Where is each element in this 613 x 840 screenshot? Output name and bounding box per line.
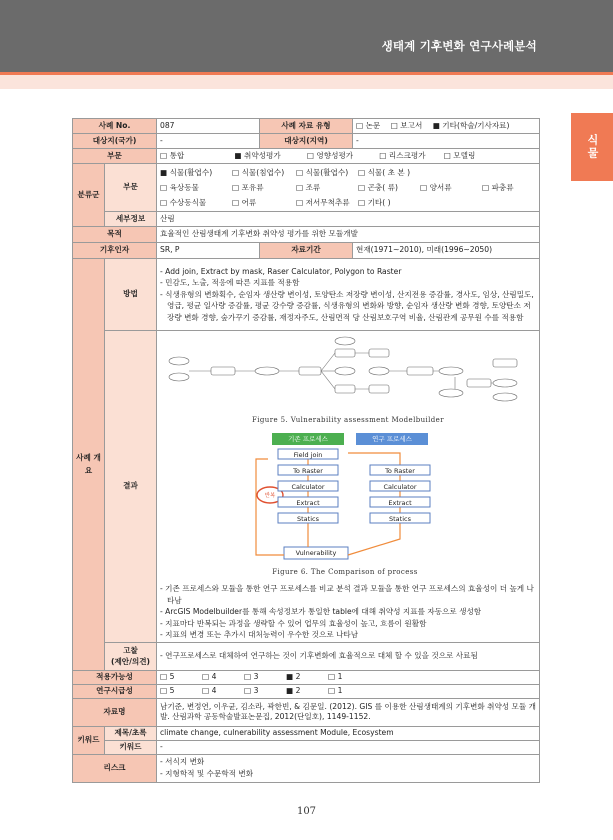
- fig6-left-step: Calculator: [291, 483, 325, 491]
- method-label: 방법: [105, 259, 157, 331]
- fig6-left-step: To Raster: [293, 467, 323, 475]
- consider-label-line: (제안/의견): [110, 657, 151, 666]
- class-option: □ 기타( ): [358, 198, 391, 207]
- country: -: [157, 134, 260, 149]
- keyword-label: 키워드: [73, 726, 105, 754]
- fig6-left-step: Extract: [296, 499, 320, 507]
- overview-label: [73, 259, 105, 671]
- result-bullet: - 기존 프로세스와 모듈을 통한 연구 프로세스를 비교 분석 결과 모듈을 통한 연구 프로세스의 효율성이 더 높게 나타남: [160, 584, 534, 605]
- process-comparison-diagram: [160, 431, 530, 581]
- consider: - 연구프로세스로 대체하여 연구하는 것이 기후변화에 효율적으로 대체 할 수 있을 것으로 사료됨: [157, 642, 540, 670]
- urgent-option: □ 1: [328, 685, 343, 695]
- fig6-right-step: Calculator: [383, 483, 417, 491]
- consider-label: [105, 642, 157, 670]
- applic-option: □ 4: [202, 671, 217, 681]
- result-bullets: [160, 583, 536, 641]
- figure-5-caption: Figure 5. Vulnerability assessment Modelbuilder: [252, 415, 444, 424]
- country-label: 대상지(국가): [73, 134, 157, 149]
- result-label: 결과: [105, 331, 157, 643]
- header-title: 생태계 기후변화 연구사례분석: [381, 39, 537, 53]
- fig6-left-header: 기존 프로세스: [288, 435, 328, 443]
- method-bullet: - Add join, Extract by mask, Raser Calculator, Polygon to Raster: [160, 266, 402, 276]
- fig6-right-step: Extract: [388, 499, 412, 507]
- class-option: ■ 식물(활엽수): [160, 168, 213, 177]
- purpose-label: 목적: [73, 227, 157, 243]
- class-option: □ 식물( 초 본 ): [358, 168, 411, 177]
- period: 현재(1971~2010), 미래(1996~2050): [353, 243, 540, 259]
- type-option: □ 논문: [356, 120, 381, 130]
- result-bullet: - 지표마다 반복되는 과정을 생략할 수 있어 업무의 효율성이 높고, 흐름이 원활함: [160, 618, 427, 628]
- factor: SR, P: [157, 243, 260, 259]
- applic-option: □ 5: [160, 671, 175, 681]
- applic-option: □ 1: [328, 671, 343, 681]
- figure-6: [160, 431, 536, 581]
- method-bullet: - 식생유형의 변화획수, 순임자 생산량 변이성, 토양탄소 저장량 변이성, 산지전용 증감률, 경사도, 임상, 산림밀도, 영급, 평균 일사량 증감률, 평균 강수량 증감률, 식생유형의 변화와 방향, 순임자 생산량 변화 경향, 토양탄소 저장량 변화 경향, 숲가꾸기 증감률, 재정자주도, 산림면적 당 산림보호구역 비율, 산림관계 공무원 수를 적용함: [160, 289, 534, 322]
- kw-title-label: 제목/초록: [105, 726, 157, 740]
- class-option: □ 파충류: [482, 183, 514, 192]
- class-option: □ 포유류: [232, 183, 264, 192]
- urgent-options: [157, 684, 540, 698]
- class-label: 분류군: [73, 164, 105, 227]
- modelbuilder-diagram: [163, 333, 533, 411]
- header-sub-band: [0, 75, 613, 89]
- urgent-option: □ 4: [202, 685, 217, 695]
- applic-option: □ 3: [244, 671, 259, 681]
- urgent-option: □ 5: [160, 685, 175, 695]
- applic-option: ■ 2: [286, 671, 301, 681]
- result-bullet: - ArcGIS Modelbuilder를 통해 속성정보가 통일한 table에 대해 취약성 지표를 자동으로 생성함: [160, 607, 482, 616]
- urgent-label: 연구시급성: [73, 684, 157, 698]
- sector-option: □ 통합: [160, 150, 185, 160]
- kw-title: climate change, culnerability assessment Module, Ecosystem: [157, 726, 540, 740]
- fig6-right-step: Statics: [389, 515, 411, 523]
- sector-option: □ 모델링: [443, 150, 476, 160]
- figure-5: [160, 333, 536, 425]
- kw-label: 키워드: [105, 740, 157, 754]
- case-table: [72, 118, 540, 783]
- fig6-left-step: Statics: [297, 515, 319, 523]
- fig6-bottom: Vulnerability: [295, 549, 337, 557]
- case-no-label: 사례 No.: [73, 119, 157, 134]
- region-label: 대상지(지역): [260, 134, 353, 149]
- type-option: ■ 기타(학술/기사자료): [432, 120, 510, 130]
- fig6-field-join: Field join: [293, 451, 323, 459]
- class-option: □ 육상동물: [160, 183, 199, 192]
- class-option: □ 저서무척추류: [296, 198, 350, 207]
- class-option: □ 식물(침엽수): [232, 168, 285, 177]
- urgent-option: □ 3: [244, 685, 259, 695]
- purpose: 효율적인 산림생태계 기후변화 취약성 평가를 위한 모듈개발: [157, 227, 540, 243]
- ref-label: 자료명: [73, 698, 157, 726]
- type-label: 사례 자료 유형: [260, 119, 353, 134]
- detail-label: 세부정보: [105, 212, 157, 227]
- page-number: 107: [296, 806, 317, 817]
- urgent-option: ■ 2: [286, 685, 301, 695]
- risk: [157, 754, 540, 782]
- sector-label: 부문: [73, 149, 157, 164]
- result-bullet: - 지표의 변경 또는 추가시 대처능력이 우수한 것으로 나타남: [160, 630, 359, 639]
- class-option: □ 곤충( 류): [358, 183, 398, 192]
- type-options: [353, 119, 540, 134]
- period-label: 자료기간: [260, 243, 353, 259]
- consider-label-line: 고찰: [123, 646, 138, 655]
- fig6-right-header: 연구 프로세스: [372, 435, 412, 443]
- sector-option: □ 리스크평가: [379, 150, 426, 160]
- class-option: □ 식물(활엽수): [296, 168, 349, 177]
- fig6-loop-label: 반복: [264, 493, 276, 499]
- applic-options: [157, 670, 540, 684]
- header-band: [0, 0, 613, 72]
- risk-bullet: - 지형학적 및 수문학적 변화: [160, 769, 254, 778]
- sector-options: [157, 149, 540, 164]
- class-sub-label: 부문: [105, 164, 157, 212]
- risk-bullet: - 서식지 변화: [160, 757, 205, 766]
- region: -: [353, 134, 540, 149]
- class-options: [157, 164, 540, 212]
- method-bullet: - 민감도, 노출, 적응에 따른 지표를 적용함: [160, 278, 300, 288]
- risk-label: 리스크: [73, 754, 157, 782]
- side-tab: 식물: [571, 113, 613, 181]
- sector-option: ■ 취약성평가: [234, 150, 281, 160]
- result: [157, 331, 540, 643]
- class-option: □ 어류: [232, 198, 257, 207]
- method: [157, 259, 540, 331]
- figure-6-caption: Figure 6. The Comparison of process: [272, 568, 418, 576]
- sector-option: □ 영향성평가: [306, 150, 354, 160]
- case-no: 087: [157, 119, 260, 134]
- class-option: □ 조류: [296, 183, 321, 192]
- detail: 산림: [157, 212, 540, 227]
- class-option: □ 양서류: [420, 183, 452, 192]
- factor-label: 기후인자: [73, 243, 157, 259]
- fig6-right-step: To Raster: [385, 467, 415, 475]
- overview-label-text: 사례 개요: [76, 453, 101, 476]
- type-option: □ 보고서: [390, 120, 423, 130]
- applic-label: 적용가능성: [73, 670, 157, 684]
- ref: 남기준, 변정연, 이우균, 김소라, 곽한빈, & 김문일. (2012). GIS 를 이용한 산림생태계의 기후변화 취약성 모듈 개발. 산림과학 공동학술발표논문집, 2012(단일호), 1149-1152.: [157, 698, 540, 726]
- kw: -: [157, 740, 540, 754]
- class-option: □ 수상동식물: [160, 198, 207, 207]
